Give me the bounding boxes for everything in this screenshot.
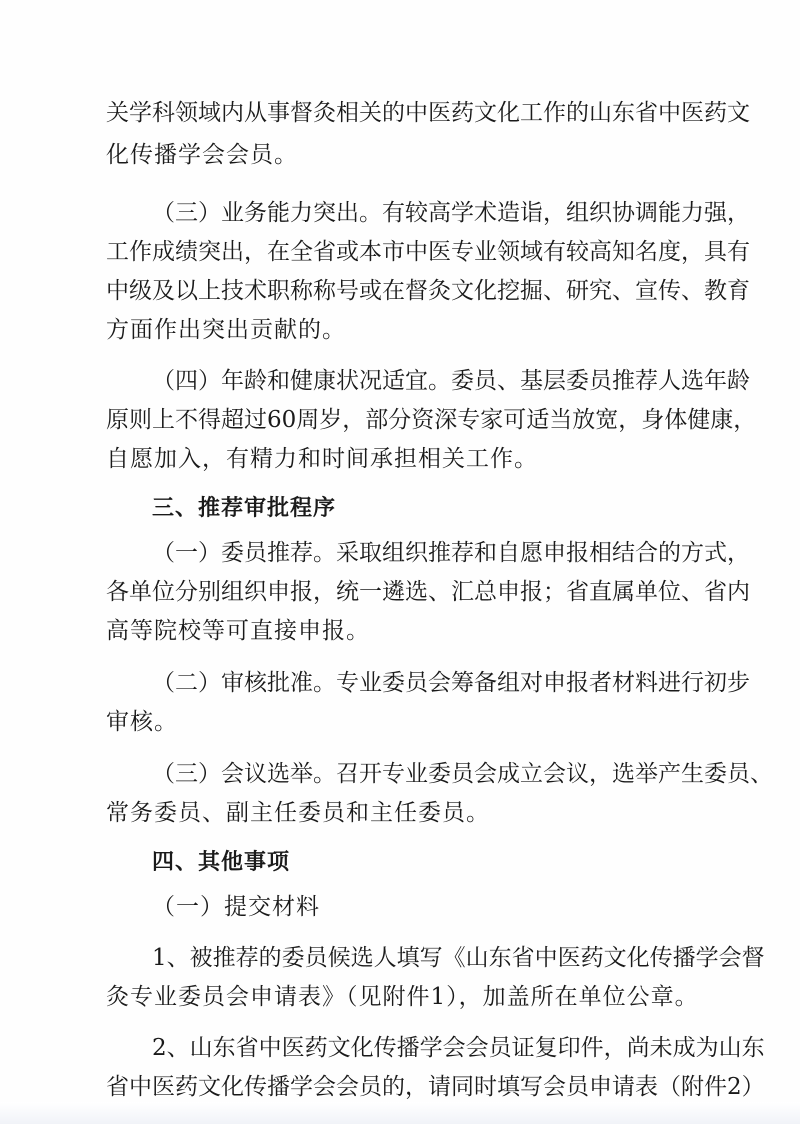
recommend-line-3: 高等院校等可直接申报。 bbox=[106, 618, 370, 644]
paragraph-4-line-3: 自愿加入，有精力和时间承担相关工作。 bbox=[106, 446, 538, 472]
scan-edge-shade bbox=[0, 1102, 800, 1124]
item-1-line-1: 1、被推荐的委员候选人填写《山东省中医药文化传播学会督 bbox=[152, 945, 765, 971]
body-line-1: 关学科领域内从事督灸相关的中医药文化工作的山东省中医药文 bbox=[106, 100, 750, 126]
paragraph-4-line-1: （四）年龄和健康状况适宜。委员、基层委员推荐人选年龄 bbox=[152, 368, 750, 394]
paragraph-3-line-4: 方面作出突出贡献的。 bbox=[106, 317, 346, 343]
item-1-line-2: 灸专业委员会申请表》（见附件1），加盖所在单位公章。 bbox=[106, 984, 699, 1010]
review-line-2: 审核。 bbox=[106, 709, 178, 735]
recommend-line-1: （一）委员推荐。采取组织推荐和自愿申报相结合的方式， bbox=[152, 540, 750, 566]
paragraph-3-line-2: 工作成绩突出，在全省或本市中医专业领域有较高知名度，具有 bbox=[106, 239, 750, 265]
review-line-1: （二）审核批准。专业委员会筹备组对申报者材料进行初步 bbox=[152, 670, 750, 696]
section-heading-3: 三、推荐审批程序 bbox=[152, 496, 337, 521]
election-line-2: 常务委员、副主任委员和主任委员。 bbox=[106, 800, 490, 826]
recommend-line-2: 各单位分别组织申报，统一遴选、汇总申报；省直属单位、省内 bbox=[106, 579, 750, 605]
body-line-2: 化传播学会会员。 bbox=[106, 142, 298, 168]
paragraph-4-line-2: 原则上不得超过60周岁，部分资深专家可适当放宽，身体健康， bbox=[106, 407, 757, 433]
item-2-line-2: 省中医药文化传播学会会员的，请同时填写会员申请表（附件2） bbox=[106, 1074, 765, 1100]
submit-materials-heading: （一）提交材料 bbox=[152, 894, 320, 920]
section-heading-4: 四、其他事项 bbox=[152, 850, 291, 875]
paragraph-3-line-1: （三）业务能力突出。有较高学术造诣，组织协调能力强， bbox=[152, 200, 750, 226]
item-2-line-1: 2、山东省中医药文化传播学会会员证复印件，尚未成为山东 bbox=[152, 1035, 765, 1061]
election-line-1: （三）会议选举。召开专业委员会成立会议，选举产生委员、 bbox=[152, 761, 773, 787]
paragraph-3-line-3: 中级及以上技术职称称号或在督灸文化挖掘、研究、宣传、教育 bbox=[106, 278, 750, 304]
